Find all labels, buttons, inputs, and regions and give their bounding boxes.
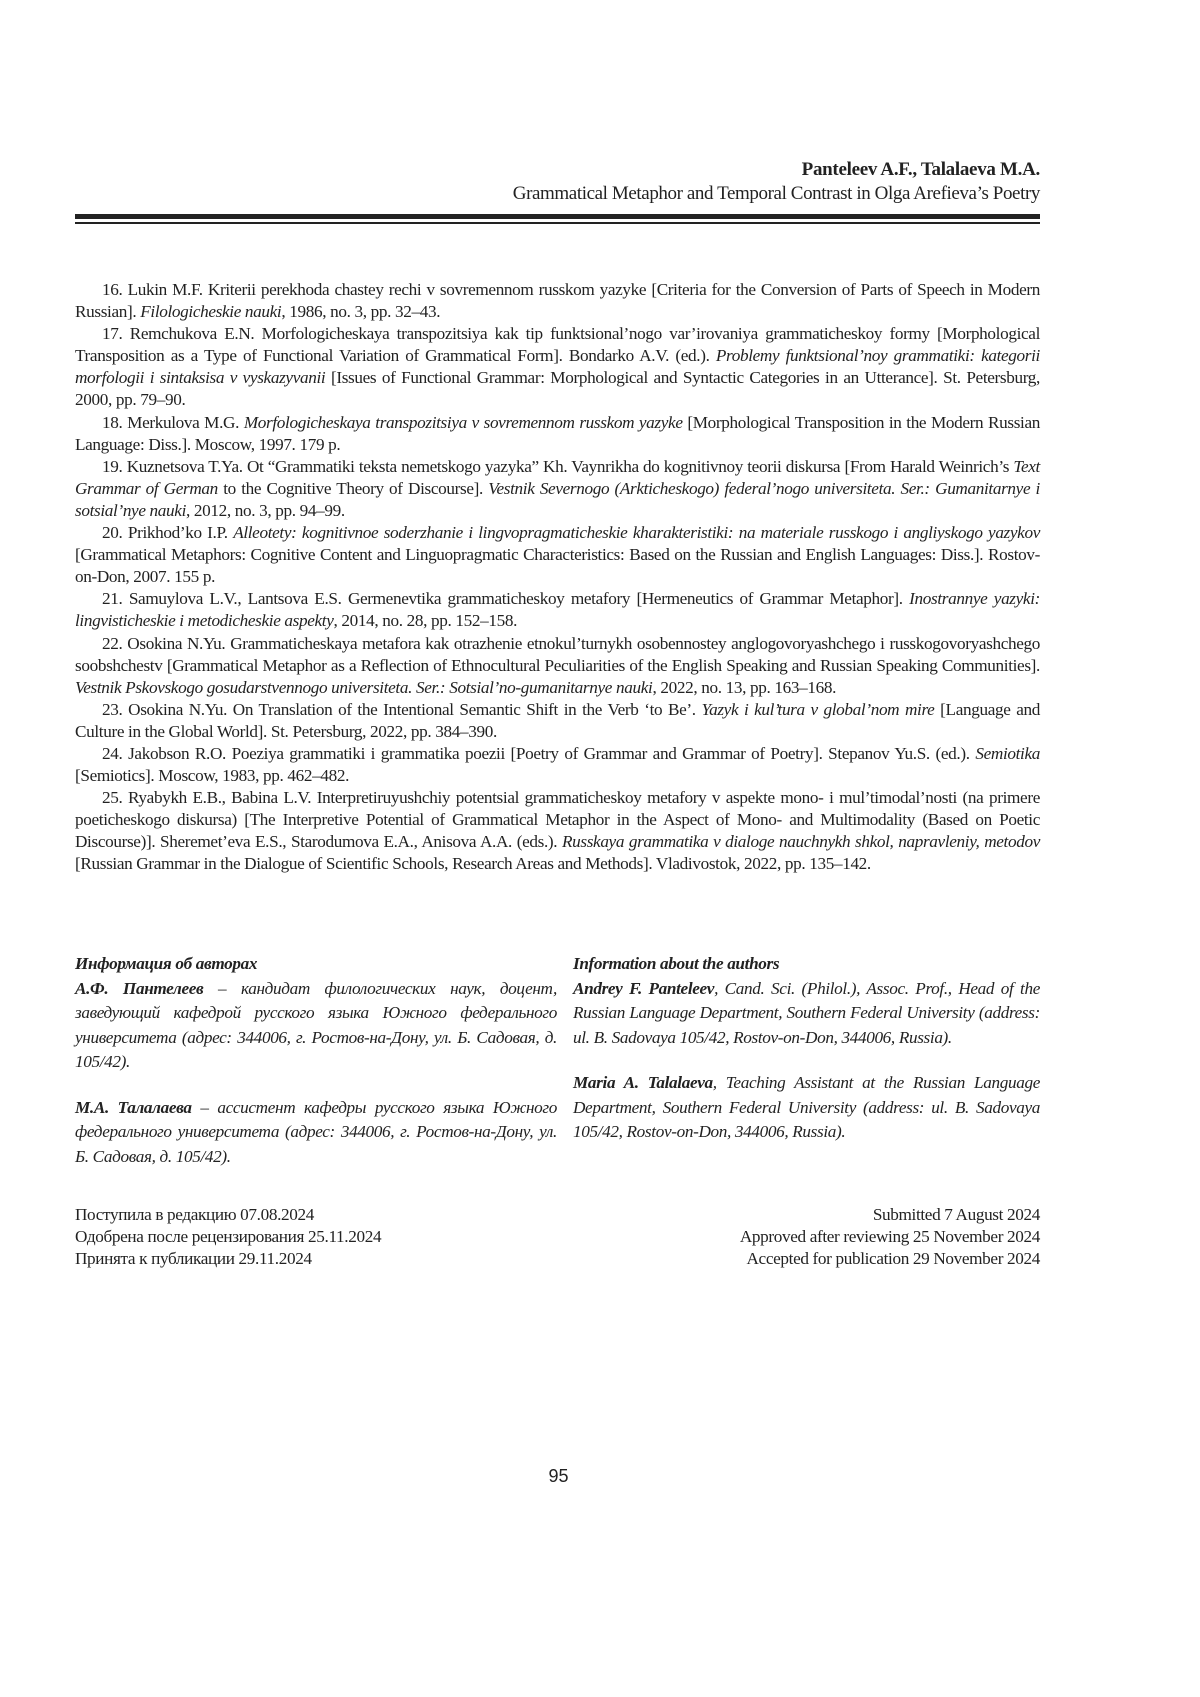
author-name: А.Ф. Пантелеев [75, 978, 204, 998]
reference-title-italic: Text Grammar of German [75, 456, 1040, 498]
reference-text: [Issues of Functional Grammar: Morphological and Syntactic Categories in an Utterance]. St. Petersburg, 2000, pp. 79–90. [75, 368, 1040, 410]
author-entry [75, 977, 557, 1075]
author-details: – ассистент кафедры русского языка Южного федерального университета (адрес: 344006, г. Ростов-на-Дону, ул. Б. Садовая, д. 105/42). [75, 1097, 557, 1166]
reference-title-italic: Vestnik Severnogo (Arkticheskogo) federal’nogo universiteta. Ser.: Gumanitarnye i sotsial’nye nauki [75, 478, 1040, 520]
reference-item [75, 588, 1040, 632]
dates-en [740, 1204, 1040, 1270]
reference-text: 16. Lukin M.F. Kriterii perekhoda chastey rechi v sovremennom russkom yazyke [Criteria for the Conversion of Parts of Speech in Modern Russian]. [75, 280, 1040, 322]
reference-text: 17. Remchukova E.N. Morfologicheskaya transpozitsiya kak tip funktsional’nogo var’irovaniya grammaticheskoy formy [Morphological Transposition as a Type of Functional Variation of Grammatical Form]. Bondarko A.V. (ed.). [75, 324, 1040, 366]
dates-ru [75, 1204, 381, 1270]
author-name: М.А. Талалаева [75, 1097, 192, 1117]
date-accepted-ru: Принята к публикации 29.11.2024 [75, 1249, 312, 1268]
reference-text: [Morphological Transposition in the Modern Russian Language: Diss.]. Moscow, 1997. 179 p. [75, 412, 1040, 454]
date-submitted-ru: Поступила в редакцию 07.08.2024 [75, 1205, 314, 1224]
author-details: , Teaching Assistant at the Russian Language Department, Southern Federal University (address: ul. B. Sadovaya 105/42, Rostov-on-Don, 344006, Russia). [573, 1073, 1040, 1141]
author-details: , Cand. Sci. (Philol.), Assoc. Prof., Head of the Russian Language Department, Southern Federal University (address: ul. B. Sadovaya 105/42, Rostov-on-Don, 344006, Russia). [573, 978, 1040, 1047]
reference-text: [Semiotics]. Moscow, 1983, pp. 462–482. [75, 766, 350, 786]
date-approved-ru: Одобрена после рецензирования 25.11.2024 [75, 1227, 382, 1246]
reference-title-italic: Inostrannye yazyki: lingvisticheskie i metodicheskie aspekty [75, 589, 1041, 631]
date-accepted-en: Accepted for publication 29 November 2024 [746, 1249, 1040, 1268]
reference-text: , 2022, no. 13, pp. 163–168. [652, 677, 837, 697]
reference-item [75, 279, 1040, 323]
reference-text: [Russian Grammar in the Dialogue of Scientific Schools, Research Areas and Methods]. Vladivostok, 2022, pp. 135–142. [75, 854, 871, 874]
reference-title-italic: Morfologicheskaya transpozitsiya v sovremennom russkom yazyke [243, 412, 683, 432]
author-entry [573, 1071, 1040, 1145]
reference-item [75, 522, 1040, 588]
reference-item [75, 787, 1040, 875]
reference-title-italic: Alleotety: kognitivnoe soderzhanie i lingvopragmaticheskie kharakteristiki: na materiale russkogo i angliyskogo yazykov [233, 523, 1040, 543]
reference-item [75, 412, 1040, 456]
author-name: Maria A. Talalaeva [573, 1073, 713, 1092]
reference-text: 19. Kuznetsova T.Ya. Ot “Grammatiki teksta nemetskogo yazyka” Kh. Vaynrikha do kognitivnoy teorii diskursa [From Harald Weinrich’s [102, 456, 1014, 476]
author-info-en [573, 952, 1040, 1166]
reference-text: 25. Ryabykh E.B., Babina L.V. Interpretiruyushchiy potentsial grammaticheskoy metafory v aspekte mono- i mul’timodal’nosti (na primere poeticheskogo diskursa) [The Interpretive Potential of Grammatical Metaphor in the Aspect of Mono- and Multimodality (Based on Poetic Discourse)]. Sheremet’eva E.S., Starodumova E.A., Anisova A.A. (eds.). [75, 788, 1040, 852]
reference-text: , 2014, no. 28, pp. 152–158. [333, 611, 518, 631]
reference-item [75, 743, 1040, 787]
reference-text: 22. Osokina N.Yu. Grammaticheskaya metafora kak otrazhenie etnokul’turnykh osobennostey anglogovoryashchego i russkogovoryashchego soobshchestv [Grammatical Metaphor as a Reflection of Ethnocultural Peculiarities of the English Speaking and Russian Speaking Communities]. [75, 633, 1040, 675]
author-entry [573, 977, 1040, 1051]
page-number: 95 [548, 1466, 569, 1486]
reference-text: 20. Prikhod’ko I.P. [102, 523, 234, 543]
reference-text: [Grammatical Metaphors: Cognitive Content and Linguopragmatic Characteristics: Based on the Russian and English Languages: Diss.]. Rostov-on-Don, 2007. 155 p. [75, 545, 1040, 587]
running-header [75, 158, 1040, 206]
reference-text: , 1986, no. 3, pp. 32–43. [281, 302, 441, 322]
date-approved-en: Approved after reviewing 25 November 2024 [739, 1227, 1040, 1246]
reference-text: 18. Merkulova M.G. [102, 412, 244, 432]
header-title: Grammatical Metaphor and Temporal Contrast in Olga Arefieva’s Poetry [512, 183, 1040, 204]
reference-item [75, 633, 1040, 699]
reference-item [75, 699, 1040, 743]
reference-title-italic: Russkaya grammatika v dialoge nauchnykh shkol, napravleniy, metodov [561, 832, 1040, 852]
date-submitted-en: Submitted 7 August 2024 [872, 1205, 1040, 1224]
author-entry [75, 1096, 557, 1170]
author-details: – кандидат филологических наук, доцент, заведующий кафедрой русского языка Южного федерального университета (адрес: 344006, г. Ростов-на-Дону, ул. Б. Садовая, д. 105/42). [75, 978, 557, 1071]
author-name: Andrey F. Panteleev [573, 978, 715, 998]
reference-item [75, 323, 1040, 411]
reference-text: 21. Samuylova L.V., Lantsova E.S. Germenevtika grammaticheskoy metafory [Hermeneutics of Grammar Metaphor]. [102, 589, 910, 609]
header-rule-thin [75, 222, 1040, 224]
reference-text: 23. Osokina N.Yu. On Translation of the Intentional Semantic Shift in the Verb ‘to Be’. [102, 699, 702, 719]
reference-text: [Language and Culture in the Global World]. St. Petersburg, 2022, pp. 384–390. [75, 699, 1041, 741]
reference-title-italic: Semiotika [975, 743, 1040, 763]
reference-text: to the Cognitive Theory of Discourse]. [217, 478, 489, 498]
reference-title-italic: Vestnik Pskovskogo gosudarstvennogo universiteta. Ser.: Sotsial’no-gumanitarnye nauki [75, 677, 653, 697]
reference-item [75, 456, 1040, 522]
header-authors: Panteleev A.F., Talalaeva M.A. [801, 159, 1040, 180]
reference-title-italic: Problemy funktsional’noy grammatiki: kategorii morfologii i sintaksisa v vyskazyvanii [75, 346, 1040, 388]
reference-title-italic: Yazyk i kul’tura v global’nom mire [701, 699, 935, 719]
reference-list [75, 279, 1040, 876]
author-info-heading-en: Information about the authors [573, 954, 780, 973]
reference-title-italic: Filologicheskie nauki [140, 302, 282, 322]
author-info-heading-ru: Информация об авторах [75, 954, 258, 973]
reference-text: 24. Jakobson R.O. Poeziya grammatiki i grammatika poezii [Poetry of Grammar and Grammar of Poetry]. Stepanov Yu.S. (ed.). [102, 743, 976, 763]
author-info-ru [75, 952, 557, 1190]
header-rule-thick [75, 214, 1040, 219]
reference-text: , 2012, no. 3, pp. 94–99. [186, 500, 345, 520]
